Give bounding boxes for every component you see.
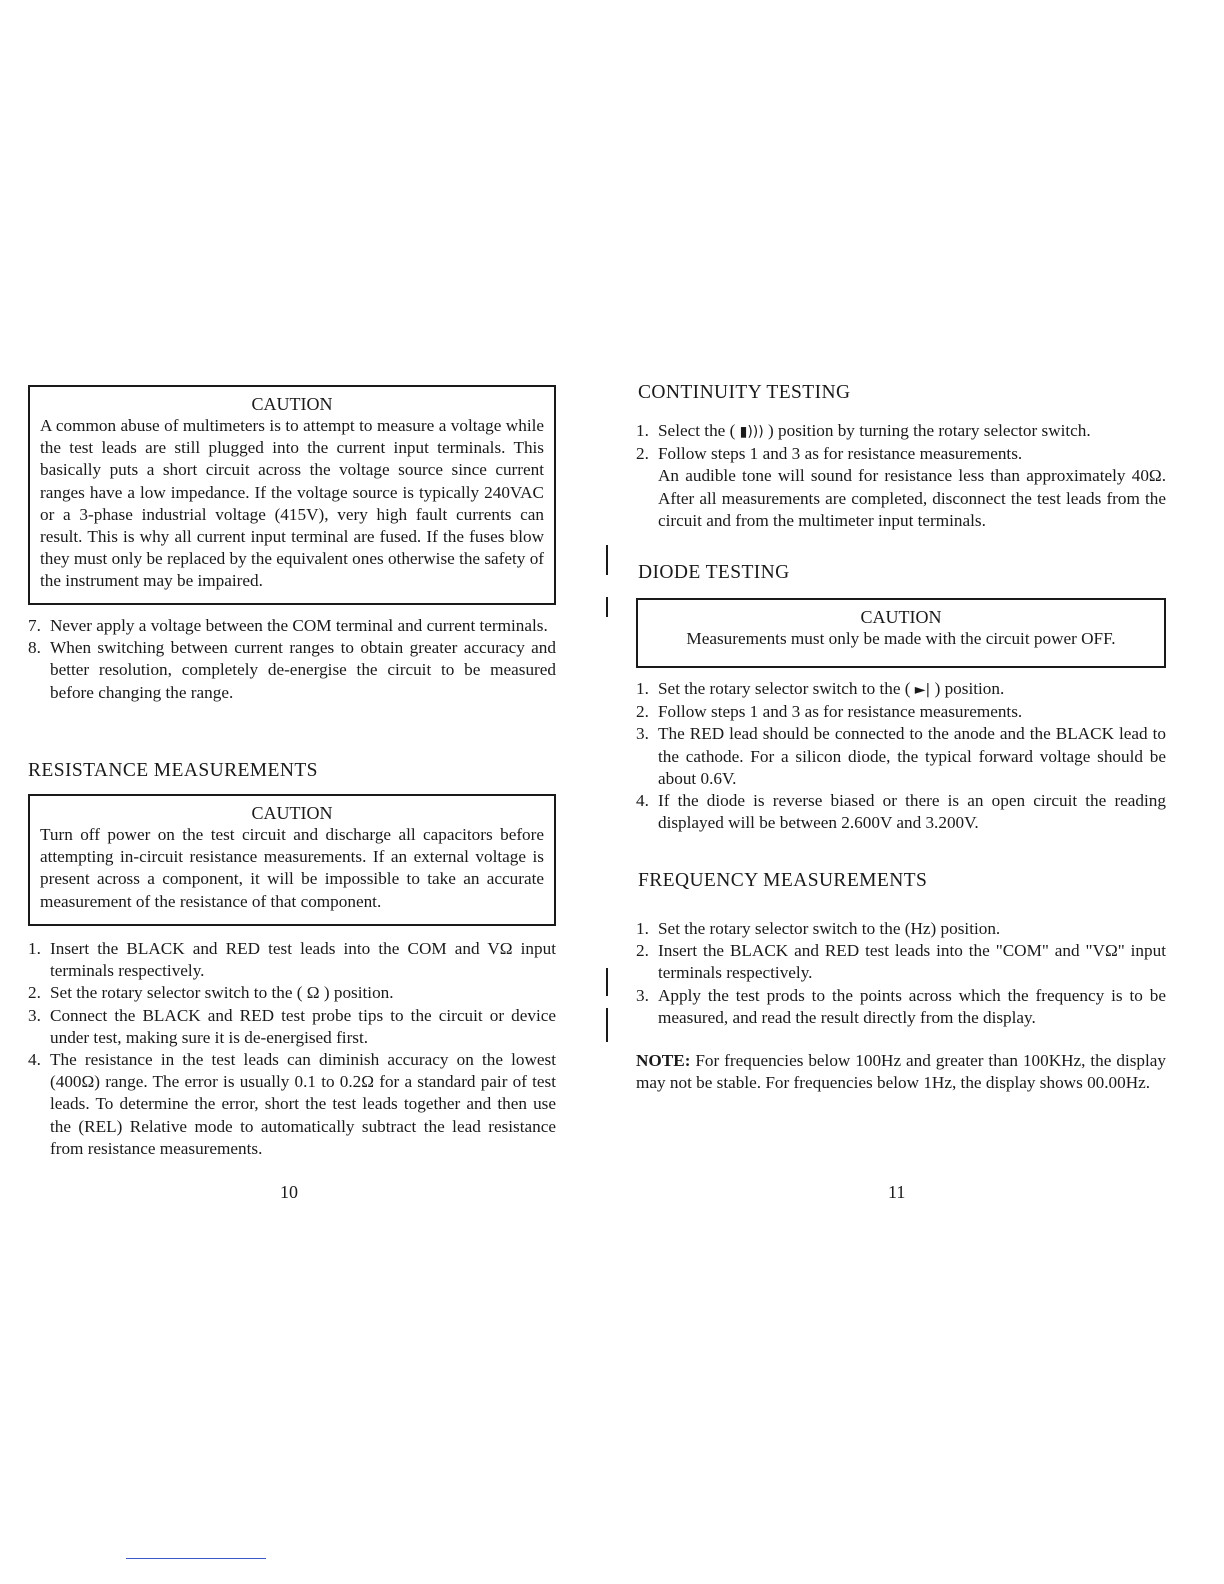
frequency-heading: FREQUENCY MEASUREMENTS (638, 870, 928, 891)
diode-steps-list (636, 678, 1166, 834)
list-item: 2. Insert the BLACK and RED test leads into the "COM" and "VΩ" input terminals respectively. (636, 941, 1166, 983)
caution-box-diode (636, 598, 1166, 668)
list-item: 2. Follow steps 1 and 3 as for resistance measurements. (636, 702, 1023, 722)
continuity-symbol-icon: ▮))) (739, 424, 764, 440)
gutter-mark (606, 968, 608, 996)
note-text: For frequencies below 100Hz and greater than 100KHz, the display may not be stable. For frequencies below 1Hz, the display shows 00.00Hz. (636, 1051, 1166, 1093)
frequency-note (636, 1050, 1166, 1094)
page-number: 11 (888, 1182, 906, 1202)
gutter-mark (606, 1008, 608, 1042)
list-item: 4. The resistance in the test leads can diminish accuracy on the lowest (400Ω) range. The error is usually 0.1 to 0.2Ω for a standard pair of test leads. To determine the error, short the test leads together and then use the (REL) Relative mode to automatically subtract the lead resistance from resistance measurements. (28, 1050, 556, 1158)
list-item: 2. Follow steps 1 and 3 as for resistance measurements. An audible tone will sound for resistance less than approximately 40Ω. After all measurements are completed, disconnect the test leads from the circuit and from the multimeter input terminals. (636, 444, 1166, 530)
caution-title: CAUTION (860, 607, 942, 627)
resistance-steps-list (28, 938, 556, 1160)
continuity-steps-list (636, 420, 1166, 532)
list-item: 8. When switching between current ranges to obtain greater accuracy and better resolution, completely de-energise the circuit to be measured before changing the range. (28, 638, 556, 702)
gutter-mark (606, 545, 608, 575)
continuity-heading: CONTINUITY TESTING (638, 382, 851, 403)
resistance-heading: RESISTANCE MEASUREMENTS (28, 760, 318, 781)
diode-heading: DIODE TESTING (638, 562, 790, 583)
page-number: 10 (280, 1182, 298, 1202)
list-item: 1. Insert the BLACK and RED test leads into the COM and VΩ input terminals respectively. (28, 939, 556, 981)
caution-text: Measurements must only be made with the circuit power OFF. (686, 629, 1116, 648)
list-item: 2. Set the rotary selector switch to the ( Ω ) position. (28, 983, 394, 1003)
list-item: 3. Connect the BLACK and RED test probe tips to the circuit or device under test, making sure it is de-energised first. (28, 1005, 556, 1047)
gutter-mark (606, 597, 608, 617)
caution-text: Turn off power on the test circuit and discharge all capacitors before attempting in-circuit resistance measurements. If an external voltage is present across a component, it will be impossible to take an accurate measurement of the resistance of that component. (40, 825, 544, 911)
diode-symbol-icon: ►| (914, 682, 931, 698)
list-item: 1. Set the rotary selector switch to the (Hz) position. (636, 919, 1001, 938)
list-item: 7. Never apply a voltage between the COM terminal and current terminals. (28, 616, 548, 635)
caution-box-resistance (28, 794, 556, 926)
decorative-underline (126, 1558, 266, 1559)
list-item: 4. If the diode is reverse biased or there is an open circuit the reading displayed will be between 2.600V and 3.200V. (636, 791, 1166, 833)
caution-title: CAUTION (251, 394, 333, 414)
list-item: 1. Set the rotary selector switch to the ( ►| ) position. (636, 679, 1005, 698)
caution-box-voltage-abuse (28, 385, 556, 605)
frequency-steps-list (636, 918, 1166, 1029)
list-item: 3. Apply the test prods to the points across which the frequency is to be measured, and read the result directly from the display. (636, 985, 1166, 1027)
note-label: NOTE: (636, 1051, 691, 1070)
list-item: 3. The RED lead should be connected to the anode and the BLACK lead to the cathode. For a silicon diode, the typical forward voltage should be about 0.6V. (636, 724, 1166, 788)
caution-title: CAUTION (251, 803, 333, 823)
caution-text: A common abuse of multimeters is to attempt to measure a voltage while the test leads are still plugged into the current input terminals. This basically puts a short circuit across the voltage source since current ranges have a low impedance. If the voltage source is typically 240VAC or a 3-phase industrial voltage (415V), very high fault currents can result. This is why all current input terminal are fused. If the fuses blow they must only be replaced by the equivalent ones otherwise the safety of the instrument may be impaired. (40, 416, 545, 591)
current-terminal-list (28, 615, 556, 704)
list-item: 1. Select the ( ▮))) ) position by turning the rotary selector switch. (636, 421, 1091, 440)
